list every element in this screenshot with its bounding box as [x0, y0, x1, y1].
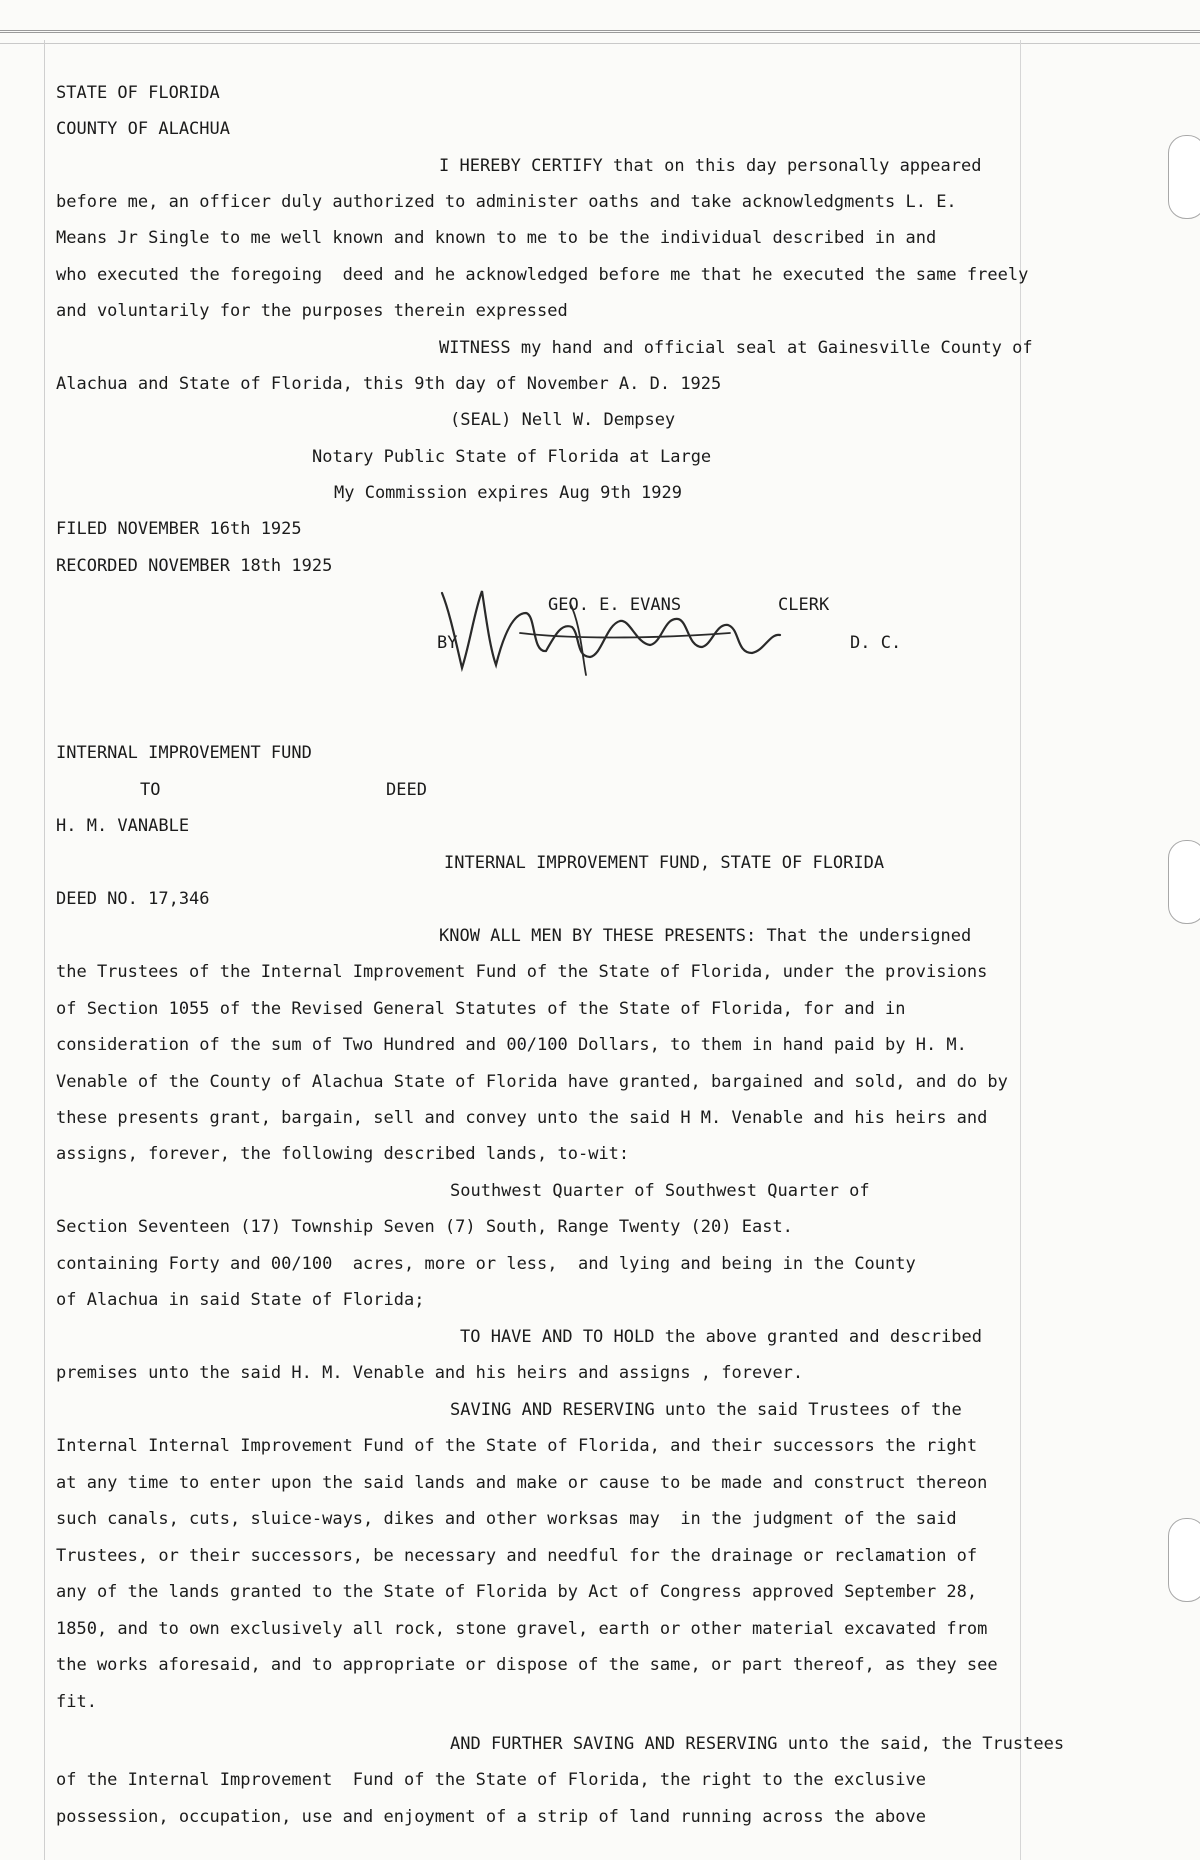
text-line: AND FURTHER SAVING AND RESERVING unto the said, the Trustees [450, 1734, 1065, 1754]
deed-type: DEED [386, 780, 427, 800]
text-line: WITNESS my hand and official seal at Gainesville County of [439, 338, 1033, 358]
deed-heading: INTERNAL IMPROVEMENT FUND, STATE OF FLORIDA [444, 853, 885, 873]
land-description: Section Seventeen (17) Township Seven (7) South, Range Twenty (20) East. [56, 1217, 793, 1237]
text-line: before me, an officer duly authorized to administer oaths and take acknowledgments L. E. [56, 192, 957, 212]
text-line: I HEREBY CERTIFY that on this day personally appeared [439, 156, 982, 176]
text-line: containing Forty and 00/100 acres, more or less, and lying and being in the County [56, 1254, 916, 1274]
text-line: these presents grant, bargain, sell and convey unto the said H M. Venable and his heirs and [56, 1108, 988, 1128]
by-label: BY [437, 633, 458, 653]
text-line: of Section 1055 of the Revised General Statutes of the State of Florida, for and in [56, 999, 906, 1019]
text-line: and voluntarily for the purposes therein expressed [56, 301, 568, 321]
text-line: at any time to enter upon the said lands and make or cause to be made and construct thereon [56, 1473, 988, 1493]
text-line: Internal Internal Improvement Fund of the State of Florida, and their successors the right [56, 1436, 978, 1456]
deed-to: TO [140, 780, 161, 800]
notary-title: Notary Public State of Florida at Large [312, 447, 712, 467]
text-line: 1850, and to own exclusively all rock, stone gravel, earth or other material excavated from [56, 1619, 988, 1639]
filed-date: FILED NOVEMBER 16th 1925 [56, 519, 302, 539]
text-line: Means Jr Single to me well known and known to me to be the individual described in and [56, 228, 937, 248]
binder-hole-bottom [1168, 1518, 1200, 1602]
left-margin-line [44, 40, 45, 1860]
deed-grantee: H. M. VANABLE [56, 816, 190, 836]
deputy-clerk-label: D. C. [850, 633, 902, 653]
deed-grantor: INTERNAL IMPROVEMENT FUND [56, 743, 312, 763]
clerk-label: CLERK [778, 595, 830, 615]
text-line: premises unto the said H. M. Venable and his heirs and assigns , forever. [56, 1363, 804, 1383]
commission-expiry: My Commission expires Aug 9th 1929 [334, 483, 682, 503]
text-line: Trustees, or their successors, be necessary and needful for the drainage or reclamation of [56, 1546, 978, 1566]
text-line: TO HAVE AND TO HOLD the above granted and described [460, 1327, 982, 1347]
text-line: any of the lands granted to the State of Florida by Act of Congress approved September 28, [56, 1582, 978, 1602]
text-line: assigns, forever, the following described lands, to-wit: [56, 1144, 630, 1164]
land-description: Southwest Quarter of Southwest Quarter of [450, 1181, 870, 1201]
text-line: consideration of the sum of Two Hundred and 00/100 Dollars, to them in hand paid by H. M. [56, 1035, 967, 1055]
text-line: KNOW ALL MEN BY THESE PRESENTS: That the undersigned [439, 926, 972, 946]
text-line: Venable of the County of Alachua State of Florida have granted, bargained and sold, and do by [56, 1072, 1008, 1092]
text-line: the works aforesaid, and to appropriate or dispose of the same, or part thereof, as they see [56, 1655, 998, 1675]
binder-hole-middle [1168, 840, 1200, 924]
clerk-name: GEO. E. EVANS [548, 595, 682, 615]
deputy-clerk-signature [430, 573, 800, 683]
county-heading: COUNTY OF ALACHUA [56, 119, 230, 139]
binder-hole-top [1168, 135, 1200, 219]
text-line: such canals, cuts, sluice-ways, dikes and other worksas may in the judgment of the said [56, 1509, 957, 1529]
deed-number: DEED NO. 17,346 [56, 889, 210, 909]
text-line: possession, occupation, use and enjoyment of a strip of land running across the above [56, 1807, 926, 1827]
notary-name: (SEAL) Nell W. Dempsey [450, 410, 676, 430]
right-margin-line [1020, 40, 1021, 1860]
text-line: Alachua and State of Florida, this 9th day of November A. D. 1925 [56, 374, 722, 394]
text-line: fit. [56, 1692, 97, 1712]
text-line: the Trustees of the Internal Improvement Fund of the State of Florida, under the provisions [56, 962, 988, 982]
state-heading: STATE OF FLORIDA [56, 83, 220, 103]
text-line: who executed the foregoing deed and he acknowledged before me that he executed the same freely [56, 265, 1029, 285]
text-line: of the Internal Improvement Fund of the State of Florida, the right to the exclusive [56, 1770, 926, 1790]
text-line: SAVING AND RESERVING unto the said Trustees of the [450, 1400, 962, 1420]
recorded-date: RECORDED NOVEMBER 18th 1925 [56, 556, 333, 576]
text-line: of Alachua in said State of Florida; [56, 1290, 425, 1310]
